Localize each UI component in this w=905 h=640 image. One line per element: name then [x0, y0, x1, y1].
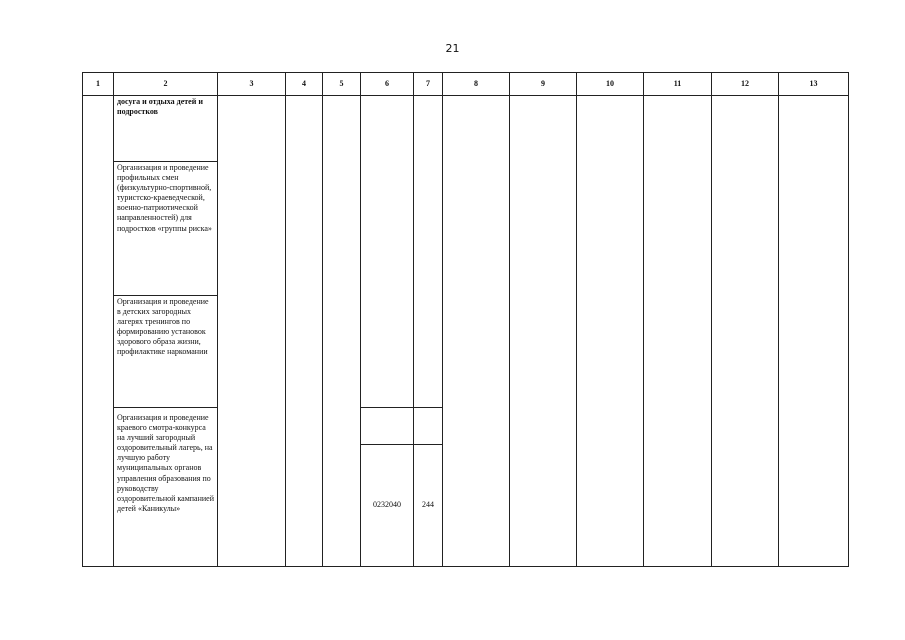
column-header-5: 5 [323, 73, 361, 96]
cell-col13 [779, 96, 849, 567]
column-header-9: 9 [510, 73, 577, 96]
empty-subcell [361, 408, 413, 445]
activity-text: досуга и отдыха детей и подростков [117, 97, 203, 117]
activity-text: Организация и проведение краевого смотра-конкурса на лучший загородный оздоровительный лагерь, на лучшую работу муниципальных органов управления образования по руководству оздоровительной кампанией детей «Каникулы» [117, 413, 214, 513]
cell-col10 [577, 96, 644, 567]
activity-text: Организация и проведение в детских загородных лагерях тренингов по формированию установок здорового образа жизни, профилактике наркомании [117, 297, 209, 357]
column-header-11: 11 [644, 73, 712, 96]
activity-text: Организация и проведение профильных смен (физкультурно-спортивной, туристско-краеведческой, военно-патриотической направленностей) для подростков «группы риска» [117, 163, 212, 233]
column-header-8: 8 [443, 73, 510, 96]
column-header-12: 12 [712, 73, 779, 96]
cell-col4 [286, 96, 323, 567]
table-row [83, 96, 849, 162]
column-header-4: 4 [286, 73, 323, 96]
cell-activity [114, 408, 218, 567]
cell-col8 [443, 96, 510, 567]
cell-col5 [323, 96, 361, 567]
expense-type-cell [414, 408, 443, 567]
cell-col6 [361, 96, 414, 408]
column-header-3: 3 [218, 73, 286, 96]
cell-activity [114, 296, 218, 408]
header-row [83, 73, 849, 96]
budget-table [82, 72, 849, 567]
cell-col7 [414, 96, 443, 408]
expense-type-value: 244 [422, 499, 434, 509]
cell-col11 [644, 96, 712, 567]
cell-col1 [83, 96, 114, 567]
column-header-6: 6 [361, 73, 414, 96]
column-header-2: 2 [114, 73, 218, 96]
page-number: 21 [445, 42, 460, 55]
column-header-7: 7 [414, 73, 443, 96]
cell-col9 [510, 96, 577, 567]
cell-col3 [218, 96, 286, 567]
column-header-13: 13 [779, 73, 849, 96]
budget-code-value: 0232040 [373, 499, 401, 509]
column-header-10: 10 [577, 73, 644, 96]
empty-subcell [414, 408, 442, 445]
cell-activity [114, 162, 218, 296]
budget-code-cell [361, 408, 414, 567]
column-header-1: 1 [83, 73, 114, 96]
cell-activity [114, 96, 218, 162]
cell-col12 [712, 96, 779, 567]
